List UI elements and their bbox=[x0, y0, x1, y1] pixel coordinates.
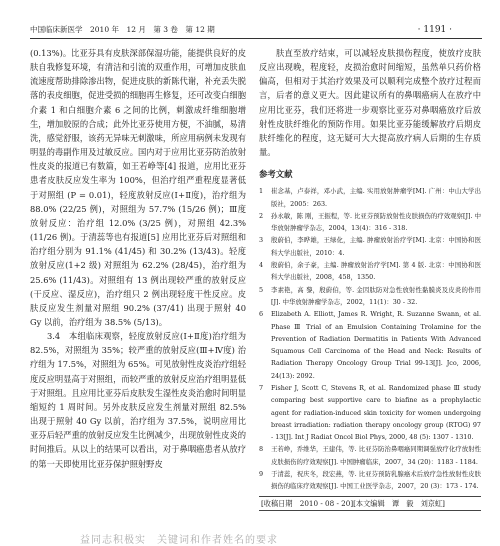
reference-number: 6 bbox=[259, 310, 264, 319]
journal-info: 中国临床新医学 2010 年 12 月 第 3 卷 第 12 期 bbox=[30, 25, 215, 34]
reference-text: 殷蔚伯，余子豪，主编. 肿瘤放射治疗学[M]. 第 4 版. 北京：中国协和医科大学出版社，2008，458，1350. bbox=[271, 261, 481, 282]
reference-number: 3 bbox=[259, 236, 264, 245]
reference-number: 1 bbox=[259, 187, 264, 196]
reference-number: 4 bbox=[259, 261, 264, 270]
reference-number: 8 bbox=[259, 445, 264, 454]
reference-text: Elizabeth A. Elliott, James R. Wright, R. Suzanne Swann, et al. Phase Ⅲ Trial of an Emulsion Containing Trolamine for the Prevention of Radiation Dermatitis in Patients With Advanced Squamous Cell Carcinoma of the Head and Neck: Results of Radiation Therapy Oncology Group Trial 99-13[J]. Jco, 2006, 24(13): 2092. bbox=[271, 310, 481, 380]
next-article-title-fragment bbox=[0, 530, 500, 546]
reference-item bbox=[259, 308, 481, 382]
paragraph: 肤直至放疗结束，可以减轻皮肤损伤程度，使放疗皮肤反应出现晚，程度轻，皮损治愈时间缩短，虽然单只药价格偏高，但相对于其治疗效果及可以顺利完成整个放疗过程而言，后者的意义更大。因此建议所有的鼻咽癌病人在放疗中应用比亚芬，我们还将进一步观察比亚芬对鼻咽癌放疗后放射性皮肤纤维化的预防作用。如果比亚芬能缓解放疗后期皮肤纤维化的程度，这无疑可大大提高放疗病人后期的生存质量。 bbox=[259, 48, 481, 158]
reference-text: 李素艳，高 黎，殷蔚伯，等. 金因肽防对急性放射性黏膜炎及皮炎的作用[J]. 中华放射肿瘤学杂志，2002，11(1)：30 - 32. bbox=[271, 285, 481, 306]
reference-item bbox=[259, 259, 481, 284]
reference-item bbox=[259, 468, 481, 493]
reference-text: 殷蔚伯，李晔雄，王绿化，主编. 肿瘤放射治疗学[M]. 北京：中国协和医科大学出版社，2010：4. bbox=[271, 236, 481, 257]
reference-item bbox=[259, 443, 481, 468]
reference-text: 王若峥，乔维华，王建伟，等. 比亚芬防治鼻咽癌同期调强放疗化疗放射性皮肤损伤的疗效观察[J]. 中国肿瘤临床，2007，34 (20)：1183 - 1184. bbox=[271, 445, 481, 466]
reference-text: 于清蕊，祝庆冬，段宏燕，等. 比亚芬预防乳腺癌术后放疗急性放射性皮肤损伤的临床疗效观察[J]. 中国工业医学杂志，2007，20 (3)：173 - 174. bbox=[271, 470, 481, 491]
left-column bbox=[30, 46, 246, 471]
page-number: · 1191 · bbox=[417, 25, 452, 35]
references-heading: 参考文献 bbox=[259, 169, 293, 180]
paragraph: 3.4 本组临床观察，轻度放射反应(Ⅰ+Ⅱ度)治疗组为 82.5%，对照组为 35%；较严重的放射反应(Ⅲ+Ⅳ度) 治疗组为 17.5%，对照组为 65%。可见放射性皮炎治疗组轻度反应明显高于对照组，而较严重的放射反应治疗组明显低于对照组。且应用比亚芬后皮肤发生湿性皮炎治愈时间明显缩短约 1 周时间。另外皮肤反应发生剂量对照组 82.5% 出现于照射 40 Gy 以前，治疗组为 37.5%，说明应用比亚芬后轻严重的放射反应发生比例减少，出现放射性皮炎的时间推后。从以上的结果可以看出，对于鼻咽癌患者从放疗的第一天即使用比亚芬保护照射野皮 bbox=[30, 331, 247, 469]
right-column bbox=[259, 46, 481, 511]
reference-text: 孙永敏，陈 刚，王振程，等. 比亚芬预防放射性皮肤损伤的疗效观察[J]. 中华放射肿瘤学杂志，2004，13(4)：316 - 318. bbox=[271, 211, 481, 233]
reference-item bbox=[259, 382, 481, 443]
reference-text: Fisher J, Scott C, Stevens R, et al. Randomized phase Ⅲ study comparing best supportive care to biafine as a prophylactic agent for radiation-induced skin toxicity for women undergoing breast irradiation: radiation therapy oncology group (RTOG) 97 - 13[J]. Int J Radiat Oncol Biol Phys, 2000, 48 (5): 1307 - 1310. bbox=[271, 384, 481, 442]
reference-text: 崔念基，卢泰祥，邓小武，主编. 实用放射肿瘤学[M]. 广州：中山大学出版社，2005：263. bbox=[271, 187, 481, 208]
paragraph: (0.13%)。比亚芬具有皮肤深部保湿功能，能提供良好的皮肤自我修复环境，有清洁和引流的双重作用，可增加皮肤血流速度帮助排除渗出物，促进皮肤的新陈代谢，补充丢失脱落的表皮细胞，促进受损的细胞再生修复，还可改变白细胞介素 1 和白细胞介素 6 之间的比例，刺激成纤维细胞增生，增加胶原的合成；此外比亚芬使用方便，不油腻，易清洗，感觉舒服，该药无异味无刺激味，所应用病例未发现有明显的毒副作用及过敏反应。国内对于应用比亚芬防治放射性皮炎的报道已有数篇，如王若峥等[4] 报道，应用比亚芬患者皮肤反应发生率为 100%，但治疗组严重程度显著低于对照组 (P = 0.01)，轻度放射反应(Ⅰ+Ⅱ度)，治疗组为 88.0% (22/25 例)，对照组为 57.7% (15/26 例)；Ⅲ度放射反应：治疗组 12.0% (3/25 例)，对照组 42.3% (11/26 例)。于清蕊等也有报道[5] 应用比亚芬后对照组和治疗组分别为 91.1% (41/45) 和 30.2% (13/43)。轻度放射反应(1+2 级) 对照组为 62.2% (28/45)，治疗组为 25.6% (11/43)。对照组有 13 例出现较严重的放射反应(干反应、湿反应)，治疗组只 2 例出现轻度干性反应。皮肤反应发生剂量对照组 90.2% (37/41) 出现于照射 40 Gy 以前，治疗组为 38.5% (5/13)。 bbox=[30, 48, 246, 327]
reference-item bbox=[259, 185, 481, 210]
running-header bbox=[30, 22, 482, 39]
reference-number: 9 bbox=[259, 470, 264, 479]
reference-number: 5 bbox=[259, 285, 264, 294]
reference-item bbox=[259, 284, 481, 309]
reference-number: 7 bbox=[259, 384, 264, 392]
reference-list bbox=[259, 185, 481, 492]
fragment-text: 益同志积极实 关键词和作者姓名的要求 bbox=[80, 535, 278, 546]
received-date-line: [收稿日期 2010 - 08 - 20][本文编辑 谭 毅 刘京虹] bbox=[259, 496, 481, 511]
reference-number: 2 bbox=[259, 211, 264, 220]
reference-item bbox=[259, 234, 481, 259]
reference-item bbox=[259, 210, 481, 235]
